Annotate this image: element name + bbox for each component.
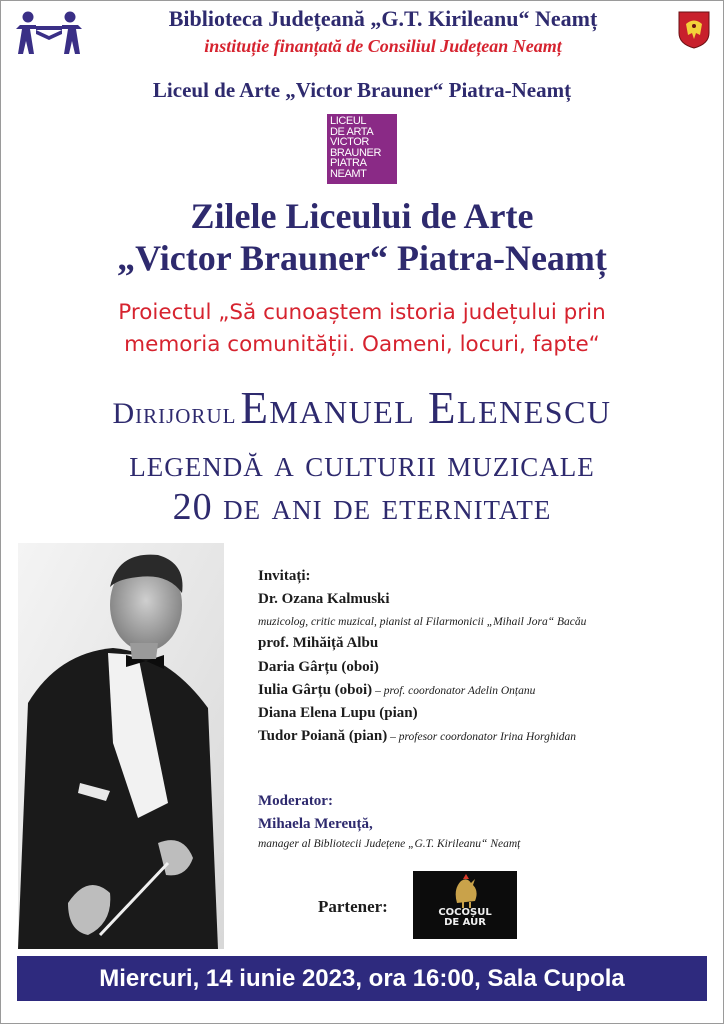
project-title-line1: Proiectul „Să cunoaștem istoria județului prin xyxy=(118,300,606,325)
headline-name: Emanuel Elenescu xyxy=(240,383,612,433)
project-title-line2: memoria comunității. Oameni, locuri, fapte“ xyxy=(124,332,600,357)
guest-role: – profesor coordonator Irina Horghidan xyxy=(387,731,577,743)
library-subtitle: instituție finanțată de Consiliul Județean Neamț xyxy=(204,36,562,56)
partner-logo-line1: COCOȘUL xyxy=(438,907,492,918)
moderator-role: manager al Bibliotecii Județene „G.T. Kirileanu“ Neamț xyxy=(258,838,521,850)
moderator-name: Mihaela Mereuță, xyxy=(258,816,373,832)
school-logo xyxy=(327,114,397,184)
library-logo xyxy=(14,10,84,58)
guests-heading: Invitați: xyxy=(258,568,311,584)
school-name: Liceul de Arte „Victor Brauner“ Piatra-Neamț xyxy=(152,78,572,102)
guest-name: Dr. Ozana Kalmuski xyxy=(258,591,390,607)
event-title-line2: „Victor Brauner“ Piatra-Neamț xyxy=(117,238,607,278)
date-banner xyxy=(17,956,707,1001)
partner-label: Partener: xyxy=(318,897,388,916)
guest-entry xyxy=(258,682,535,699)
guest-name: Tudor Poiană (pian) xyxy=(258,728,388,744)
guest-name: Diana Elena Lupu (pian) xyxy=(258,705,418,721)
partner-logo-line2: DE AUR xyxy=(444,917,486,928)
guest-role: muzicolog, critic muzical, pianist al Filarmonicii „Mihail Jora“ Bacău xyxy=(258,616,587,628)
headline-line3: 20 de ani de eternitate xyxy=(172,486,552,528)
headline-prefix: Dirijorul xyxy=(112,397,237,430)
school-logo-text: LICEUL DE ARTA VICTOR BRAUNER PIATRA NEAMT xyxy=(330,115,381,180)
guest-name: prof. Mihăiță Albu xyxy=(258,635,379,651)
headline-line2: legendă a culturii muzicale xyxy=(129,443,595,485)
moderator-heading: Moderator: xyxy=(258,793,333,809)
county-crest-icon xyxy=(678,11,710,49)
headline xyxy=(0,382,724,434)
guest-entry xyxy=(258,728,576,745)
partner-logo-text xyxy=(413,908,517,928)
date-banner-text: Miercuri, 14 iunie 2023, ora 16:00, Sala Cupola xyxy=(99,965,625,992)
guest-name: Iulia Gârțu (oboi) xyxy=(258,682,373,698)
library-name: Biblioteca Județeană „G.T. Kirileanu“ Neamț xyxy=(168,6,598,31)
partner-logo xyxy=(413,871,517,939)
guest-name: Daria Gârțu (oboi) xyxy=(258,659,379,675)
conductor-photo xyxy=(18,543,224,949)
event-title-line1: Zilele Liceului de Arte xyxy=(190,196,534,236)
guest-role: – prof. coordonator Adelin Onțanu xyxy=(372,685,536,697)
